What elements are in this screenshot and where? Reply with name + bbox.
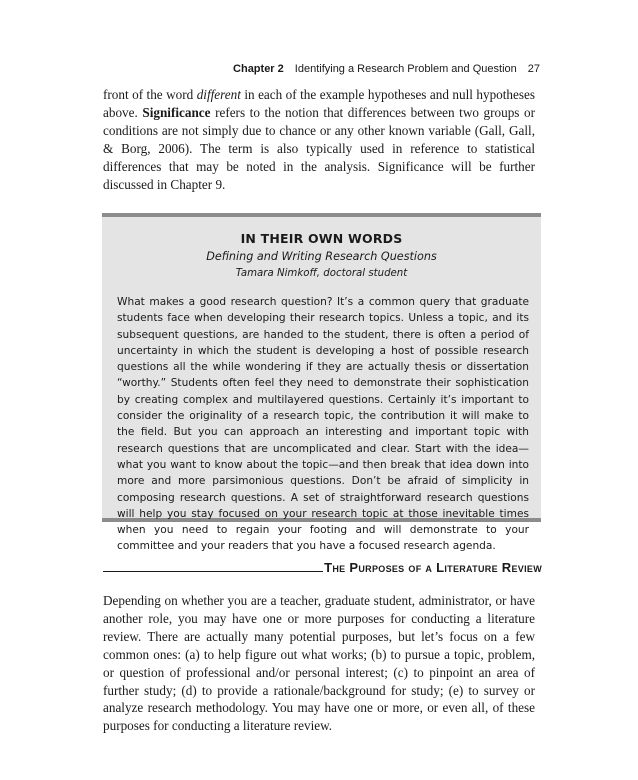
running-head bbox=[233, 61, 540, 76]
intro-text-2: in each of the example hypotheses and null hypotheses above. bbox=[103, 87, 535, 120]
chapter-label: Chapter 2 bbox=[233, 63, 284, 75]
section-heading: The Purposes of a Literature Review bbox=[324, 560, 542, 575]
intro-text-3: refers to the notion that differences between two groups or conditions are not simply due to chance or any other known variable (Gall, Gall, & Borg, 2006). The term is also typically used in reference to statistical differences that may be noted in the analysis. Significance will be further discussed in Chapter 9. bbox=[103, 104, 535, 192]
sidebar-author: Tamara Nimkoff, doctoral student bbox=[235, 268, 408, 279]
intro-italic-word: different bbox=[196, 87, 241, 102]
intro-bold-term: Significance bbox=[142, 104, 211, 120]
section-rule bbox=[103, 571, 323, 572]
intro-text-1: front of the word bbox=[103, 87, 197, 102]
sidebar-box bbox=[102, 213, 541, 553]
page-number: 27 bbox=[527, 63, 540, 75]
intro-paragraph bbox=[103, 86, 535, 193]
sidebar-subtitle: Defining and Writing Research Questions bbox=[206, 250, 437, 263]
sidebar-title: IN THEIR OWN WORDS bbox=[240, 231, 403, 246]
chapter-title: Identifying a Research Problem and Question bbox=[294, 63, 517, 75]
section-paragraph: Depending on whether you are a teacher, graduate student, administrator, or have another role, you may have one or more purposes for conducting a literature review. There are actually many potential purposes, but let’s focus on a few common ones: (a) to help figure out what works; (b) to pursue a topic, problem, or question of professional and/or personal interest; (c) to pinpoint an area of further study; (d) to provide a rationale/background for study; (e) to survey or analyze research methodology. You may have one or more, or even all, of these purposes for conducting a literature review. bbox=[103, 593, 535, 734]
sidebar-body: What makes a good research question? It’s a common query that graduate students face when developing their research topics. Unless a topic, and its subsequent questions, are handed to the student, there is often a period of uncertainty in which the student is developing a host of possible research questions all the while wondering if they are actually thesis or dissertation “worthy.” Students often feel they need to demonstrate their sophistication by creating complex and multilayered questions. Certainly it’s important to consider the originality of a research topic, the contribution it will make to the field. But you can approach an interesting and important topic with research questions that are uncomplicated and clear. Start with the idea—what you want to know about the topic—and then break that idea down into more and more parsimonious questions. Don’t be afraid of simplicity in composing research questions. A set of straightforward research questions will help you stay focused on your research topic at those inevitable times when you need to regain your footing and will demonstrate to your committee and your readers that you have a focused research agenda. bbox=[117, 296, 529, 553]
